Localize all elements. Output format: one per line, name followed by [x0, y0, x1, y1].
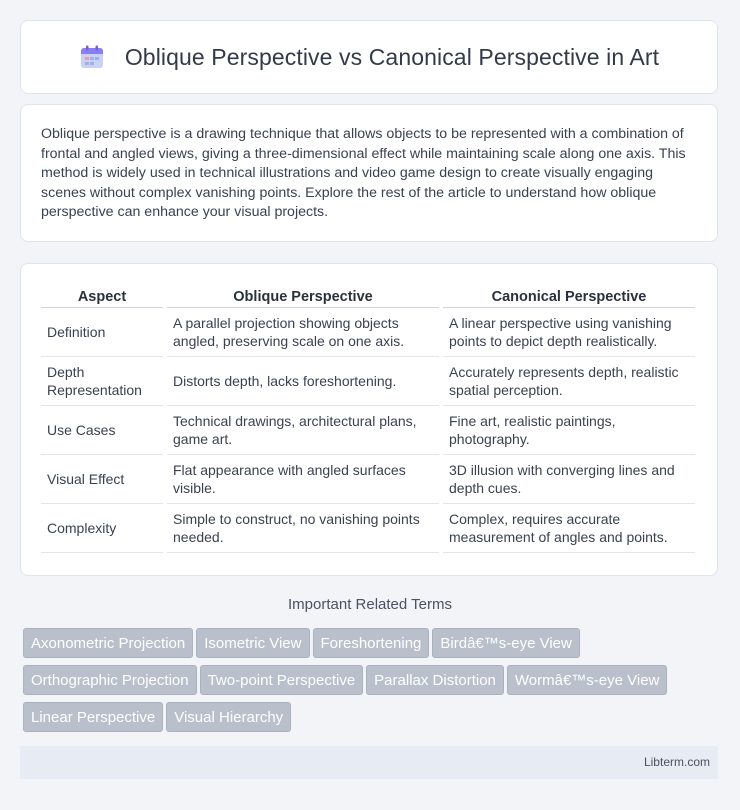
header-oblique: Oblique Perspective	[167, 284, 439, 308]
row-oblique: Simple to construct, no vanishing points needed.	[167, 504, 439, 553]
row-oblique: Distorts depth, lacks foreshortening.	[167, 357, 439, 406]
related-terms-list	[23, 628, 723, 739]
table-header-row	[41, 284, 695, 308]
row-aspect: Definition	[41, 308, 163, 357]
intro-card	[20, 104, 718, 242]
tag-worms-eye-view[interactable]: Wormâ€™s-eye View	[507, 665, 668, 695]
row-oblique: Technical drawings, architectural plans, game art.	[167, 406, 439, 455]
row-aspect: Use Cases	[41, 406, 163, 455]
tag-orthographic-projection[interactable]: Orthographic Projection	[23, 665, 197, 695]
tag-axonometric-projection[interactable]: Axonometric Projection	[23, 628, 193, 658]
row-aspect: Depth Representation	[41, 357, 163, 406]
tag-birds-eye-view[interactable]: Birdâ€™s-eye View	[432, 628, 579, 658]
intro-text: Oblique perspective is a drawing technique that allows objects to be represented with a combination of frontal and angled views, giving a three-dimensional effect while maintaining scale along one axis. This method is widely used in technical illustrations and video game design to create visually engaging scenes without complex vanishing points. Explore the rest of the article to understand how oblique perspective can enhance your visual projects.	[41, 126, 686, 220]
tag-visual-hierarchy[interactable]: Visual Hierarchy	[166, 702, 291, 732]
table-row	[41, 455, 695, 504]
comparison-table	[37, 284, 699, 553]
row-canonical: A linear perspective using vanishing points to depict depth realistically.	[443, 308, 695, 357]
row-oblique: Flat appearance with angled surfaces visible.	[167, 455, 439, 504]
tag-linear-perspective[interactable]: Linear Perspective	[23, 702, 163, 732]
tag-foreshortening[interactable]: Foreshortening	[313, 628, 430, 658]
footer	[20, 746, 718, 779]
row-canonical: 3D illusion with converging lines and depth cues.	[443, 455, 695, 504]
row-aspect: Complexity	[41, 504, 163, 553]
row-oblique: A parallel projection showing objects angled, preserving scale on one axis.	[167, 308, 439, 357]
row-aspect: Visual Effect	[41, 455, 163, 504]
table-row	[41, 308, 695, 357]
tag-isometric-view[interactable]: Isometric View	[196, 628, 309, 658]
page-title: Oblique Perspective vs Canonical Perspective in Art	[124, 43, 660, 70]
row-canonical: Complex, requires accurate measurement of angles and points.	[443, 504, 695, 553]
table-row	[41, 406, 695, 455]
footer-site-link[interactable]: Libterm.com	[643, 755, 710, 769]
table-row	[41, 504, 695, 553]
comparison-table-card	[20, 263, 718, 576]
tag-two-point-perspective[interactable]: Two-point Perspective	[200, 665, 364, 695]
header-aspect: Aspect	[41, 284, 163, 308]
table-row	[41, 357, 695, 406]
title-card	[20, 20, 718, 94]
related-terms-title: Important Related Terms	[288, 596, 452, 613]
header-canonical: Canonical Perspective	[443, 284, 695, 308]
calendar-icon	[79, 44, 105, 70]
tag-parallax-distortion[interactable]: Parallax Distortion	[366, 665, 504, 695]
row-canonical: Fine art, realistic paintings, photography.	[443, 406, 695, 455]
row-canonical: Accurately represents depth, realistic spatial perception.	[443, 357, 695, 406]
